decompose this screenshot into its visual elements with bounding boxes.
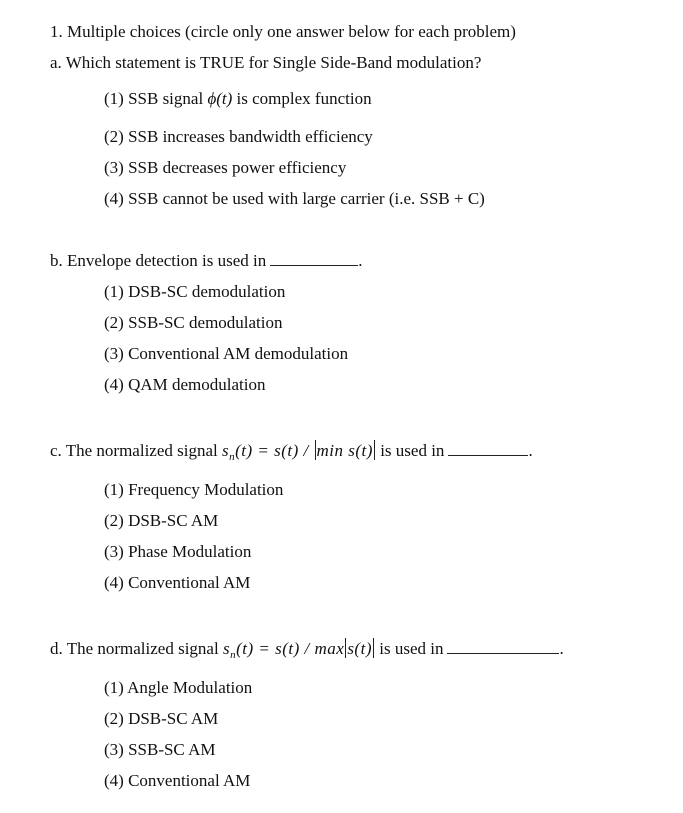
question-d-option-3[interactable]: (3) SSB-SC AM — [104, 740, 216, 759]
question-b-option-4[interactable]: (4) QAM demodulation — [104, 375, 266, 394]
stem-prefix: c. The normalized signal — [50, 441, 218, 460]
abs-bar-right — [373, 638, 374, 658]
normalized-formula: $s_n(t) = s(t) / \max s(t)$ — [222, 639, 372, 661]
phi-math: ϕ(t) — [207, 89, 233, 108]
question-b-stem-text: b. Envelope detection is used in — [50, 251, 267, 270]
question-b-option-3[interactable]: (3) Conventional AM demodulation — [104, 344, 349, 363]
question-a-option-2[interactable]: (2) SSB increases bandwidth efficiency — [104, 127, 373, 146]
question-b-option-1[interactable]: (1) DSB-SC demodulation — [104, 282, 286, 301]
question-d-option-2[interactable]: (2) DSB-SC AM — [104, 709, 219, 728]
question-a-option-1[interactable] — [104, 88, 372, 110]
question-b-option-2[interactable]: (2) SSB-SC demodulation — [104, 313, 283, 332]
stem-suffix: is used in — [380, 441, 445, 460]
section-title: 1. Multiple choices (circle only one answer below for each problem) — [50, 22, 516, 41]
question-c-option-1[interactable]: (1) Frequency Modulation — [104, 480, 284, 499]
question-c-option-4[interactable]: (4) Conventional AM — [104, 573, 251, 592]
period: . — [559, 639, 564, 658]
answer-blank — [270, 251, 358, 266]
question-c-option-3[interactable]: (3) Phase Modulation — [104, 542, 252, 561]
abs-bar-left — [315, 440, 316, 460]
question-d-option-4[interactable]: (4) Conventional AM — [104, 771, 251, 790]
period: . — [358, 251, 363, 270]
answer-blank — [448, 441, 528, 456]
option-label: (1) SSB signal — [104, 89, 204, 108]
answer-blank — [447, 639, 559, 654]
abs-bar-right — [374, 440, 375, 460]
question-c-stem — [50, 440, 533, 468]
question-a-option-3[interactable]: (3) SSB decreases power efficiency — [104, 158, 347, 177]
question-a-option-4[interactable]: (4) SSB cannot be used with large carrier (i.e. SSB + C) — [104, 189, 485, 208]
question-a-stem: a. Which statement is TRUE for Single Side-Band modulation? — [50, 53, 482, 72]
period: . — [528, 441, 533, 460]
question-c-option-2[interactable]: (2) DSB-SC AM — [104, 511, 219, 530]
option-tail: is complex function — [236, 89, 372, 108]
question-d-option-1[interactable]: (1) Angle Modulation — [104, 678, 253, 697]
question-d-stem — [50, 638, 564, 666]
stem-suffix: is used in — [379, 639, 444, 658]
stem-prefix: d. The normalized signal — [50, 639, 219, 658]
question-b-stem — [50, 250, 362, 272]
normalized-formula: $s_n(t) = s(t) / \min s(t)$ — [222, 441, 373, 463]
